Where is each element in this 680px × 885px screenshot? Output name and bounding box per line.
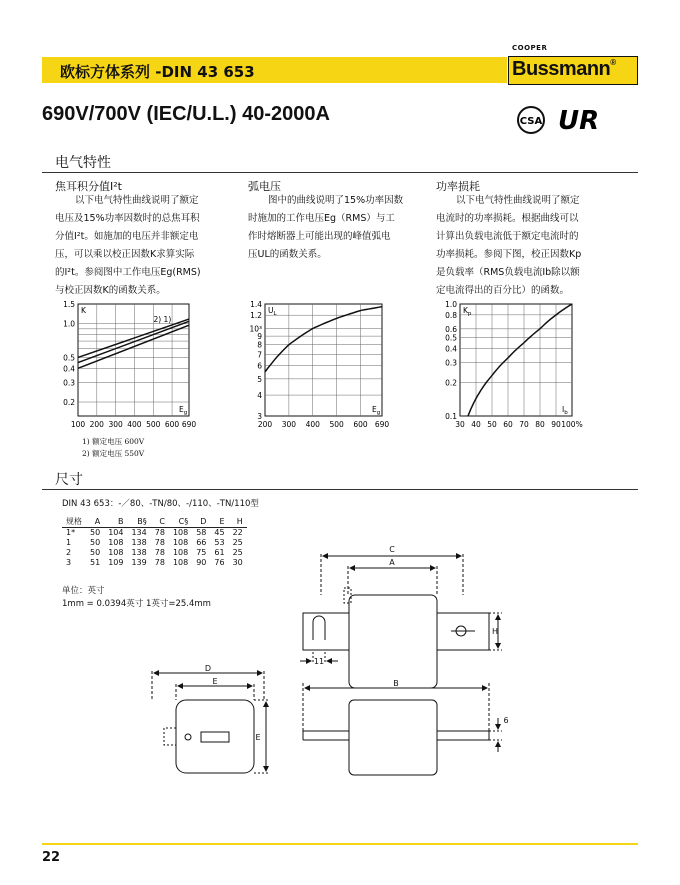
dim-label-b: B xyxy=(393,679,399,688)
col1-paragraph: 以下电气特性曲线说明了额定 电压及15%功率因数时的总焦耳积 分值I²t。如施加的电压并非额定电 压，可以乘以校正因数K求算实际 的I²t。参阅图中工作电压Eg(RMS) 与校正因数K的函数关系。 xyxy=(55,195,201,296)
y-axis-label: $U_L$ xyxy=(268,306,277,317)
x-tick-label: 90 xyxy=(551,420,561,429)
table-header: C§ xyxy=(169,517,192,528)
col1-title: 焦耳积分值I²t xyxy=(55,180,122,193)
x-tick-label: 400 xyxy=(127,420,142,429)
x-tick-label: 500 xyxy=(146,420,161,429)
y-tick-label: 6 xyxy=(257,361,262,371)
table-header: H xyxy=(229,517,247,528)
x-tick-label: 200 xyxy=(257,420,273,429)
plot-frame xyxy=(78,304,189,416)
dimensions-rule xyxy=(42,489,638,490)
y-tick-label: 0.4 xyxy=(445,344,457,354)
fuse-front-view xyxy=(300,554,502,688)
fuse-drawings xyxy=(140,540,520,790)
dimensions-heading: 尺寸 xyxy=(55,472,83,488)
table-header: C xyxy=(151,517,169,528)
series-line xyxy=(78,325,189,368)
csa-mark-icon xyxy=(518,107,544,133)
y-tick-label: 1.2 xyxy=(250,311,262,321)
y-tick-label: 0.8 xyxy=(445,310,457,320)
x-tick-label: 70 xyxy=(519,420,529,429)
dim-label-e-top: E xyxy=(212,677,218,686)
plot-frame xyxy=(460,304,572,416)
table-header: A xyxy=(86,517,104,528)
x-tick-label: 30 xyxy=(455,420,465,429)
unit-conversion: 1mm = 0.0394英寸 1英寸=25.4mm xyxy=(62,599,211,609)
x-tick-label: 200 xyxy=(89,420,104,429)
dim-label-11: 11 xyxy=(313,657,325,666)
note-550v: 2) 额定电压 550V xyxy=(82,449,145,458)
x-tick-label: 100 xyxy=(70,420,86,429)
dim-label-a: A xyxy=(389,558,395,567)
x-tick-label: 40 xyxy=(471,420,481,429)
table-header-row xyxy=(62,517,247,528)
csa-mark-text: CSA xyxy=(519,116,543,127)
table-row: 3 51 109 139 78 108 90 76 30 xyxy=(66,558,243,567)
x-tick-label: 300 xyxy=(281,420,297,429)
series-line xyxy=(468,304,572,416)
col3-title: 功率损耗 xyxy=(436,180,480,193)
x-tick-label: 80 xyxy=(535,420,545,429)
y-tick-label: 8 xyxy=(257,340,262,350)
table-header: D xyxy=(192,517,210,528)
table-row: 1* 50 104 134 78 108 58 45 22 xyxy=(66,528,243,537)
y-tick-label: 1.5 xyxy=(63,300,75,309)
x-tick-label: 50 xyxy=(487,420,497,429)
chart-notes xyxy=(82,436,144,460)
y-tick-label: 0.3 xyxy=(445,358,457,368)
chart-arc-voltage xyxy=(242,296,392,436)
electrical-heading: 电气特性 xyxy=(55,155,111,171)
fuse-side-view xyxy=(152,671,268,773)
y-tick-label: 0.6 xyxy=(445,324,457,334)
dim-label-h: H xyxy=(492,627,499,636)
series-line xyxy=(265,307,382,372)
table-header: B§ xyxy=(127,517,150,528)
bussmann-logo-text: Bussmann® xyxy=(512,58,616,80)
table-header: B xyxy=(104,517,127,528)
table-row: 1 50 108 138 78 108 66 53 25 xyxy=(66,538,243,547)
x-tick-label: 60 xyxy=(503,420,513,429)
x-tick-label: 100% xyxy=(561,420,583,429)
x-axis-label: $I_b$ xyxy=(562,405,568,416)
x-axis-label: $E_g$ xyxy=(179,405,188,416)
note-600v: 1) 额定电压 600V xyxy=(82,437,145,446)
y-tick-label: 0.2 xyxy=(63,398,75,408)
y-tick-label: 0.4 xyxy=(63,364,75,374)
col2-title: 弧电压 xyxy=(248,180,281,193)
series-line xyxy=(78,319,189,357)
unit-label: 单位：英寸 xyxy=(62,586,105,596)
table-row: 2 50 108 138 78 108 75 61 25 xyxy=(66,548,243,557)
certification-marks xyxy=(516,104,606,138)
y-tick-label: 5 xyxy=(257,374,262,384)
x-tick-label: 400 xyxy=(305,420,320,429)
y-tick-label: 0.5 xyxy=(445,333,457,343)
plot-frame xyxy=(265,304,382,416)
dimensions-subtitle: DIN 43 653：-／80、-TN/80、-/110、-TN/110型 xyxy=(62,499,259,509)
dim-label-c: C xyxy=(389,545,395,554)
y-tick-label: 3 xyxy=(257,412,262,421)
y-axis-label: $K_p$ xyxy=(463,306,472,317)
y-tick-label: 1.0 xyxy=(445,300,457,309)
ur-mark-text: UR xyxy=(558,106,600,136)
x-tick-label: 300 xyxy=(108,420,123,429)
series-title: 欧标方体系列 -DIN 43 653 xyxy=(60,63,255,81)
footer-bar xyxy=(42,843,638,845)
y-tick-label: 1.4 xyxy=(250,300,262,309)
ur-mark-icon xyxy=(558,106,599,136)
y-tick-label: 0.1 xyxy=(445,412,457,421)
y-tick-label: 0.5 xyxy=(63,353,75,363)
dim-label-d: D xyxy=(204,664,212,673)
dim-label-e-side: E xyxy=(255,733,261,742)
page-number: 22 xyxy=(42,850,61,865)
col3-paragraph: 以下电气特性曲线说明了额定 电流时的功率损耗。根据曲线可以 计算出负载电流低于额定电流时的 功率损耗。参阅下图，校正因数Kp 是负载率（RMS负载电流Ib除以额 定电流得出的百分比）的函数。 xyxy=(436,195,582,296)
chart-i2t xyxy=(55,296,200,436)
chart-legend: 2) 1) xyxy=(153,315,172,324)
chart-power-loss xyxy=(436,296,596,436)
x-axis-label: $E_g$ xyxy=(372,405,381,416)
x-tick-label: 500 xyxy=(329,420,344,429)
dim-label-6: 6 xyxy=(503,716,509,725)
y-tick-label: 9 xyxy=(257,332,262,342)
y-tick-label: 0.2 xyxy=(445,378,457,388)
y-tick-label: 10³ xyxy=(249,324,262,334)
electrical-rule xyxy=(42,172,638,173)
series-line xyxy=(78,321,189,362)
y-tick-label: 4 xyxy=(257,391,262,401)
x-tick-label: 690 xyxy=(181,420,197,429)
fuse-top-view xyxy=(303,683,502,775)
product-title: 690V/700V (IEC/U.L.) 40-2000A xyxy=(42,103,330,125)
x-tick-label: 600 xyxy=(164,420,180,429)
x-tick-label: 600 xyxy=(353,420,368,429)
table-header: E xyxy=(210,517,228,528)
y-tick-label: 1.0 xyxy=(63,319,75,329)
y-axis-label: K xyxy=(81,306,86,315)
y-tick-label: 7 xyxy=(257,350,262,360)
y-tick-label: 0.3 xyxy=(63,378,75,388)
col2-paragraph: 图中的曲线说明了15%功率因数 时施加的工作电压Eg（RMS）与工 作时熔断器上可能出现的峰值弧电 压UL的函数关系。 xyxy=(248,195,404,260)
cooper-logo-text: COOPER xyxy=(512,44,548,52)
x-tick-label: 690 xyxy=(374,420,390,429)
table-header: 规格 xyxy=(62,517,86,528)
